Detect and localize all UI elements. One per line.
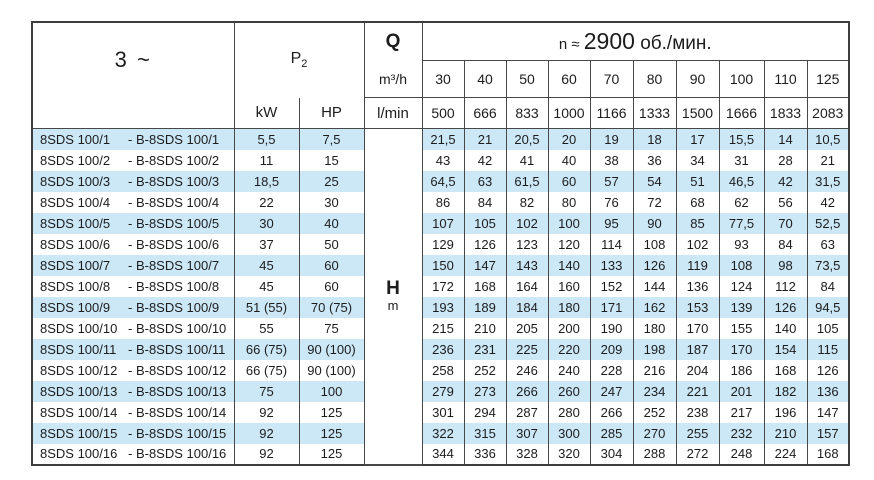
h-value-cell: 157 xyxy=(807,423,849,444)
h-value-cell: 102 xyxy=(506,213,548,234)
h-value-cell: 153 xyxy=(676,297,719,318)
hp-cell: 60 xyxy=(299,276,364,297)
h-value-cell: 15,5 xyxy=(719,129,764,150)
kw-cell: 30 xyxy=(234,213,299,234)
flow-lmin-value: 1166 xyxy=(590,98,633,129)
h-value-cell: 41 xyxy=(506,150,548,171)
h-value-cell: 258 xyxy=(422,360,464,381)
h-value-cell: 93 xyxy=(719,234,764,255)
table-row xyxy=(32,255,849,276)
hp-cell: 15 xyxy=(299,150,364,171)
h-value-cell: 21,5 xyxy=(422,129,464,150)
h-value-cell: 124 xyxy=(719,276,764,297)
flow-lmin-value: 1666 xyxy=(719,98,764,129)
h-value-cell: 294 xyxy=(464,402,506,423)
p2-subscript: 2 xyxy=(301,58,308,71)
h-value-cell: 238 xyxy=(676,402,719,423)
lmin-unit-label: l/min xyxy=(364,98,422,129)
table-row xyxy=(32,171,849,192)
p2-header xyxy=(234,22,364,98)
hp-cell: 30 xyxy=(299,192,364,213)
q-symbol: Q xyxy=(385,31,401,52)
h-value-cell: 42 xyxy=(464,150,506,171)
h-value-cell: 215 xyxy=(422,318,464,339)
h-value-cell: 266 xyxy=(590,402,633,423)
h-value-cell: 204 xyxy=(676,360,719,381)
flow-m3h-value: 80 xyxy=(633,61,676,98)
h-value-cell: 56 xyxy=(764,192,807,213)
h-value-cell: 34 xyxy=(676,150,719,171)
h-value-cell: 231 xyxy=(464,339,506,360)
model-variant: - B-8SDS 100/9 xyxy=(128,299,220,315)
flow-m3h-value: 60 xyxy=(548,61,590,98)
model-cell xyxy=(32,234,234,255)
h-value-cell: 270 xyxy=(633,423,676,444)
h-value-cell: 40 xyxy=(548,150,590,171)
h-value-cell: 320 xyxy=(548,444,590,465)
h-value-cell: 86 xyxy=(422,192,464,213)
h-value-cell: 220 xyxy=(548,339,590,360)
h-value-cell: 187 xyxy=(676,339,719,360)
model-name: 8SDS 100/11 xyxy=(40,341,117,357)
flow-lmin-value: 666 xyxy=(464,98,506,129)
h-value-cell: 31 xyxy=(719,150,764,171)
kw-cell: 22 xyxy=(234,192,299,213)
h-value-cell: 133 xyxy=(590,255,633,276)
table-row xyxy=(32,234,849,255)
h-value-cell: 112 xyxy=(764,276,807,297)
hp-cell: 60 xyxy=(299,255,364,276)
speed-unit: об./мин. xyxy=(634,33,712,55)
hp-cell: 25 xyxy=(299,171,364,192)
flow-m3h-value: 125 xyxy=(807,61,849,98)
hp-unit-label: HP xyxy=(299,98,364,129)
h-value-cell: 190 xyxy=(590,318,633,339)
model-name: 8SDS 100/13 xyxy=(40,383,118,399)
kw-cell: 5,5 xyxy=(234,129,299,150)
hp-cell: 50 xyxy=(299,234,364,255)
h-value-cell: 20 xyxy=(548,129,590,150)
model-variant: - B-8SDS 100/15 xyxy=(128,425,227,441)
h-value-cell: 31,5 xyxy=(807,171,849,192)
h-value-cell: 19 xyxy=(590,129,633,150)
kw-cell: 18,5 xyxy=(234,171,299,192)
model-cell xyxy=(32,381,234,402)
h-value-cell: 180 xyxy=(633,318,676,339)
h-value-cell: 70 xyxy=(764,213,807,234)
table-row xyxy=(32,192,849,213)
m3h-unit-label: m³/h xyxy=(379,71,407,87)
table-row xyxy=(32,423,849,444)
model-name: 8SDS 100/15 xyxy=(40,425,118,441)
kw-cell: 45 xyxy=(234,255,299,276)
model-cell xyxy=(32,150,234,171)
h-value-cell: 205 xyxy=(506,318,548,339)
h-value-cell: 328 xyxy=(506,444,548,465)
h-value-cell: 60 xyxy=(548,171,590,192)
model-cell xyxy=(32,423,234,444)
h-value-cell: 168 xyxy=(764,360,807,381)
h-value-cell: 252 xyxy=(464,360,506,381)
h-value-cell: 154 xyxy=(764,339,807,360)
kw-cell: 92 xyxy=(234,444,299,465)
h-value-cell: 114 xyxy=(590,234,633,255)
h-value-cell: 14 xyxy=(764,129,807,150)
h-value-cell: 216 xyxy=(633,360,676,381)
h-value-cell: 234 xyxy=(633,381,676,402)
h-value-cell: 52,5 xyxy=(807,213,849,234)
h-value-cell: 193 xyxy=(422,297,464,318)
h-value-cell: 196 xyxy=(764,402,807,423)
speed-header xyxy=(422,22,849,61)
h-value-cell: 210 xyxy=(464,318,506,339)
model-name: 8SDS 100/6 xyxy=(40,236,111,252)
h-value-cell: 139 xyxy=(719,297,764,318)
h-value-cell: 201 xyxy=(719,381,764,402)
h-value-cell: 126 xyxy=(764,297,807,318)
head-symbol: H xyxy=(386,278,400,300)
h-value-cell: 42 xyxy=(807,192,849,213)
h-value-cell: 21 xyxy=(464,129,506,150)
hp-cell: 75 xyxy=(299,318,364,339)
model-cell xyxy=(32,360,234,381)
model-variant: - B-8SDS 100/6 xyxy=(128,236,220,252)
h-value-cell: 54 xyxy=(633,171,676,192)
flow-m3h-value: 40 xyxy=(464,61,506,98)
kw-cell: 66 (75) xyxy=(234,360,299,381)
h-value-cell: 72 xyxy=(633,192,676,213)
h-value-cell: 217 xyxy=(719,402,764,423)
h-value-cell: 107 xyxy=(422,213,464,234)
pump-performance-table xyxy=(31,21,850,466)
h-value-cell: 260 xyxy=(548,381,590,402)
model-variant: - B-8SDS 100/11 xyxy=(128,341,226,357)
model-name: 8SDS 100/2 xyxy=(40,152,111,168)
kw-cell: 75 xyxy=(234,381,299,402)
h-value-cell: 46,5 xyxy=(719,171,764,192)
h-value-cell: 168 xyxy=(807,444,849,465)
model-variant: - B-8SDS 100/1 xyxy=(128,131,220,147)
model-cell xyxy=(32,171,234,192)
h-value-cell: 288 xyxy=(633,444,676,465)
hp-cell: 70 (75) xyxy=(299,297,364,318)
h-value-cell: 80 xyxy=(548,192,590,213)
h-value-cell: 18 xyxy=(633,129,676,150)
kw-cell: 55 xyxy=(234,318,299,339)
h-value-cell: 236 xyxy=(422,339,464,360)
phase-header xyxy=(32,22,234,129)
head-unit: m xyxy=(387,298,399,314)
table-row xyxy=(32,360,849,381)
h-value-cell: 322 xyxy=(422,423,464,444)
h-value-cell: 84 xyxy=(464,192,506,213)
h-value-cell: 315 xyxy=(464,423,506,444)
h-value-cell: 82 xyxy=(506,192,548,213)
hp-cell: 90 (100) xyxy=(299,360,364,381)
h-value-cell: 140 xyxy=(548,255,590,276)
h-value-cell: 209 xyxy=(590,339,633,360)
model-name: 8SDS 100/16 xyxy=(40,446,118,461)
h-value-cell: 136 xyxy=(676,276,719,297)
model-variant: - B-8SDS 100/13 xyxy=(128,383,227,399)
h-value-cell: 150 xyxy=(422,255,464,276)
table-row xyxy=(32,297,849,318)
model-variant: - B-8SDS 100/2 xyxy=(128,152,220,168)
hp-cell: 125 xyxy=(299,423,364,444)
h-value-cell: 287 xyxy=(506,402,548,423)
h-value-cell: 136 xyxy=(807,381,849,402)
flow-m3h-value: 50 xyxy=(506,61,548,98)
h-value-cell: 108 xyxy=(633,234,676,255)
kw-unit-label: kW xyxy=(234,98,299,129)
model-name: 8SDS 100/10 xyxy=(40,320,118,336)
flow-lmin-value: 1833 xyxy=(764,98,807,129)
h-value-cell: 38 xyxy=(590,150,633,171)
h-value-cell: 285 xyxy=(590,423,633,444)
flow-lmin-value: 500 xyxy=(422,98,464,129)
flow-lmin-value: 1500 xyxy=(676,98,719,129)
h-value-cell: 62 xyxy=(719,192,764,213)
h-value-cell: 108 xyxy=(719,255,764,276)
model-variant: - B-8SDS 100/12 xyxy=(128,362,227,378)
kw-cell: 92 xyxy=(234,402,299,423)
h-value-cell: 85 xyxy=(676,213,719,234)
h-value-cell: 246 xyxy=(506,360,548,381)
h-value-cell: 126 xyxy=(464,234,506,255)
h-value-cell: 42 xyxy=(764,171,807,192)
kw-cell: 11 xyxy=(234,150,299,171)
h-value-cell: 28 xyxy=(764,150,807,171)
h-value-cell: 224 xyxy=(764,444,807,465)
model-cell xyxy=(32,402,234,423)
h-value-cell: 95 xyxy=(590,213,633,234)
h-value-cell: 123 xyxy=(506,234,548,255)
model-name: 8SDS 100/12 xyxy=(40,362,118,378)
h-value-cell: 102 xyxy=(676,234,719,255)
hp-cell: 90 (100) xyxy=(299,339,364,360)
kw-cell: 45 xyxy=(234,276,299,297)
h-value-cell: 120 xyxy=(548,234,590,255)
model-name: 8SDS 100/8 xyxy=(40,278,111,294)
h-value-cell: 100 xyxy=(548,213,590,234)
h-value-cell: 164 xyxy=(506,276,548,297)
hp-cell: 40 xyxy=(299,213,364,234)
model-name: 8SDS 100/5 xyxy=(40,215,111,231)
phase-label: 3 ~ xyxy=(114,47,152,72)
table-row xyxy=(32,444,849,465)
hp-cell: 125 xyxy=(299,402,364,423)
h-value-cell: 247 xyxy=(590,381,633,402)
flow-m3h-value: 70 xyxy=(590,61,633,98)
h-value-cell: 152 xyxy=(590,276,633,297)
h-value-cell: 84 xyxy=(807,276,849,297)
h-value-cell: 272 xyxy=(676,444,719,465)
h-value-cell: 76 xyxy=(590,192,633,213)
model-cell xyxy=(32,339,234,360)
kw-cell: 92 xyxy=(234,423,299,444)
table-body xyxy=(32,129,849,465)
h-value-cell: 252 xyxy=(633,402,676,423)
q-header xyxy=(364,22,422,98)
speed-value: 2900 xyxy=(583,28,635,55)
h-value-cell: 43 xyxy=(422,150,464,171)
h-value-cell: 180 xyxy=(548,297,590,318)
table-row xyxy=(32,150,849,171)
h-value-cell: 171 xyxy=(590,297,633,318)
h-value-cell: 90 xyxy=(633,213,676,234)
h-value-cell: 126 xyxy=(633,255,676,276)
h-value-cell: 228 xyxy=(590,360,633,381)
flow-m3h-value: 30 xyxy=(422,61,464,98)
h-value-cell: 304 xyxy=(590,444,633,465)
h-value-cell: 172 xyxy=(422,276,464,297)
model-variant: - B-8SDS 100/10 xyxy=(128,320,227,336)
head-column-cell xyxy=(364,129,422,465)
h-value-cell: 186 xyxy=(719,360,764,381)
h-value-cell: 273 xyxy=(464,381,506,402)
h-value-cell: 21 xyxy=(807,150,849,171)
h-value-cell: 160 xyxy=(548,276,590,297)
model-name: 8SDS 100/14 xyxy=(40,404,118,420)
model-variant: - B-8SDS 100/3 xyxy=(128,173,220,189)
h-value-cell: 17 xyxy=(676,129,719,150)
kw-cell: 51 (55) xyxy=(234,297,299,318)
h-value-cell: 144 xyxy=(633,276,676,297)
h-value-cell: 162 xyxy=(633,297,676,318)
hp-cell: 7,5 xyxy=(299,129,364,150)
h-value-cell: 307 xyxy=(506,423,548,444)
h-value-cell: 129 xyxy=(422,234,464,255)
h-value-cell: 115 xyxy=(807,339,849,360)
table-row xyxy=(32,318,849,339)
h-value-cell: 248 xyxy=(719,444,764,465)
h-value-cell: 61,5 xyxy=(506,171,548,192)
h-value-cell: 63 xyxy=(807,234,849,255)
h-value-cell: 147 xyxy=(464,255,506,276)
speed-prefix: n ≈ xyxy=(558,36,584,54)
model-variant: - B-8SDS 100/14 xyxy=(128,404,227,420)
h-value-cell: 105 xyxy=(807,318,849,339)
flow-m3h-value: 110 xyxy=(764,61,807,98)
hp-cell: 100 xyxy=(299,381,364,402)
h-value-cell: 20,5 xyxy=(506,129,548,150)
model-variant: - B-8SDS 100/5 xyxy=(128,215,220,231)
model-variant: - B-8SDS 100/4 xyxy=(128,194,220,210)
h-value-cell: 143 xyxy=(506,255,548,276)
kw-cell: 66 (75) xyxy=(234,339,299,360)
h-value-cell: 301 xyxy=(422,402,464,423)
h-value-cell: 336 xyxy=(464,444,506,465)
model-cell xyxy=(32,276,234,297)
h-value-cell: 77,5 xyxy=(719,213,764,234)
model-name: 8SDS 100/1 xyxy=(40,131,111,147)
table-row xyxy=(32,402,849,423)
model-variant: - B-8SDS 100/16 xyxy=(128,446,227,461)
flow-lmin-value: 2083 xyxy=(807,98,849,129)
model-cell xyxy=(32,318,234,339)
flow-m3h-value: 100 xyxy=(719,61,764,98)
flow-m3h-value: 90 xyxy=(676,61,719,98)
h-value-cell: 225 xyxy=(506,339,548,360)
h-value-cell: 68 xyxy=(676,192,719,213)
h-value-cell: 240 xyxy=(548,360,590,381)
h-value-cell: 170 xyxy=(719,339,764,360)
h-value-cell: 126 xyxy=(807,360,849,381)
table-row xyxy=(32,129,849,150)
h-value-cell: 184 xyxy=(506,297,548,318)
model-name: 8SDS 100/4 xyxy=(40,194,111,210)
hp-cell: 125 xyxy=(299,444,364,465)
h-value-cell: 57 xyxy=(590,171,633,192)
catalog-page xyxy=(31,21,850,466)
flow-lmin-value: 1333 xyxy=(633,98,676,129)
h-value-cell: 155 xyxy=(719,318,764,339)
model-variant: - B-8SDS 100/7 xyxy=(128,257,220,273)
table-row xyxy=(32,213,849,234)
h-value-cell: 210 xyxy=(764,423,807,444)
h-value-cell: 279 xyxy=(422,381,464,402)
model-name: 8SDS 100/3 xyxy=(40,173,111,189)
h-value-cell: 221 xyxy=(676,381,719,402)
model-cell xyxy=(32,129,234,150)
h-value-cell: 198 xyxy=(633,339,676,360)
flow-lmin-value: 1000 xyxy=(548,98,590,129)
h-value-cell: 84 xyxy=(764,234,807,255)
h-value-cell: 94,5 xyxy=(807,297,849,318)
h-value-cell: 98 xyxy=(764,255,807,276)
model-cell xyxy=(32,444,234,465)
h-value-cell: 105 xyxy=(464,213,506,234)
model-name: 8SDS 100/9 xyxy=(40,299,111,315)
h-value-cell: 182 xyxy=(764,381,807,402)
h-value-cell: 168 xyxy=(464,276,506,297)
h-value-cell: 266 xyxy=(506,381,548,402)
h-value-cell: 300 xyxy=(548,423,590,444)
flow-lmin-value: 833 xyxy=(506,98,548,129)
model-cell xyxy=(32,255,234,276)
h-value-cell: 170 xyxy=(676,318,719,339)
h-value-cell: 64,5 xyxy=(422,171,464,192)
h-value-cell: 73,5 xyxy=(807,255,849,276)
model-cell xyxy=(32,297,234,318)
h-value-cell: 140 xyxy=(764,318,807,339)
h-value-cell: 147 xyxy=(807,402,849,423)
h-value-cell: 232 xyxy=(719,423,764,444)
p2-label: P xyxy=(290,50,302,68)
h-value-cell: 200 xyxy=(548,318,590,339)
table-row xyxy=(32,276,849,297)
h-value-cell: 280 xyxy=(548,402,590,423)
h-value-cell: 63 xyxy=(464,171,506,192)
model-cell xyxy=(32,192,234,213)
h-value-cell: 344 xyxy=(422,444,464,465)
h-value-cell: 189 xyxy=(464,297,506,318)
h-value-cell: 36 xyxy=(633,150,676,171)
table-row xyxy=(32,381,849,402)
h-value-cell: 255 xyxy=(676,423,719,444)
kw-cell: 37 xyxy=(234,234,299,255)
model-cell xyxy=(32,213,234,234)
model-name: 8SDS 100/7 xyxy=(40,257,111,273)
h-value-cell: 119 xyxy=(676,255,719,276)
h-value-cell: 10,5 xyxy=(807,129,849,150)
h-value-cell: 51 xyxy=(676,171,719,192)
model-variant: - B-8SDS 100/8 xyxy=(128,278,220,294)
table-row xyxy=(32,339,849,360)
